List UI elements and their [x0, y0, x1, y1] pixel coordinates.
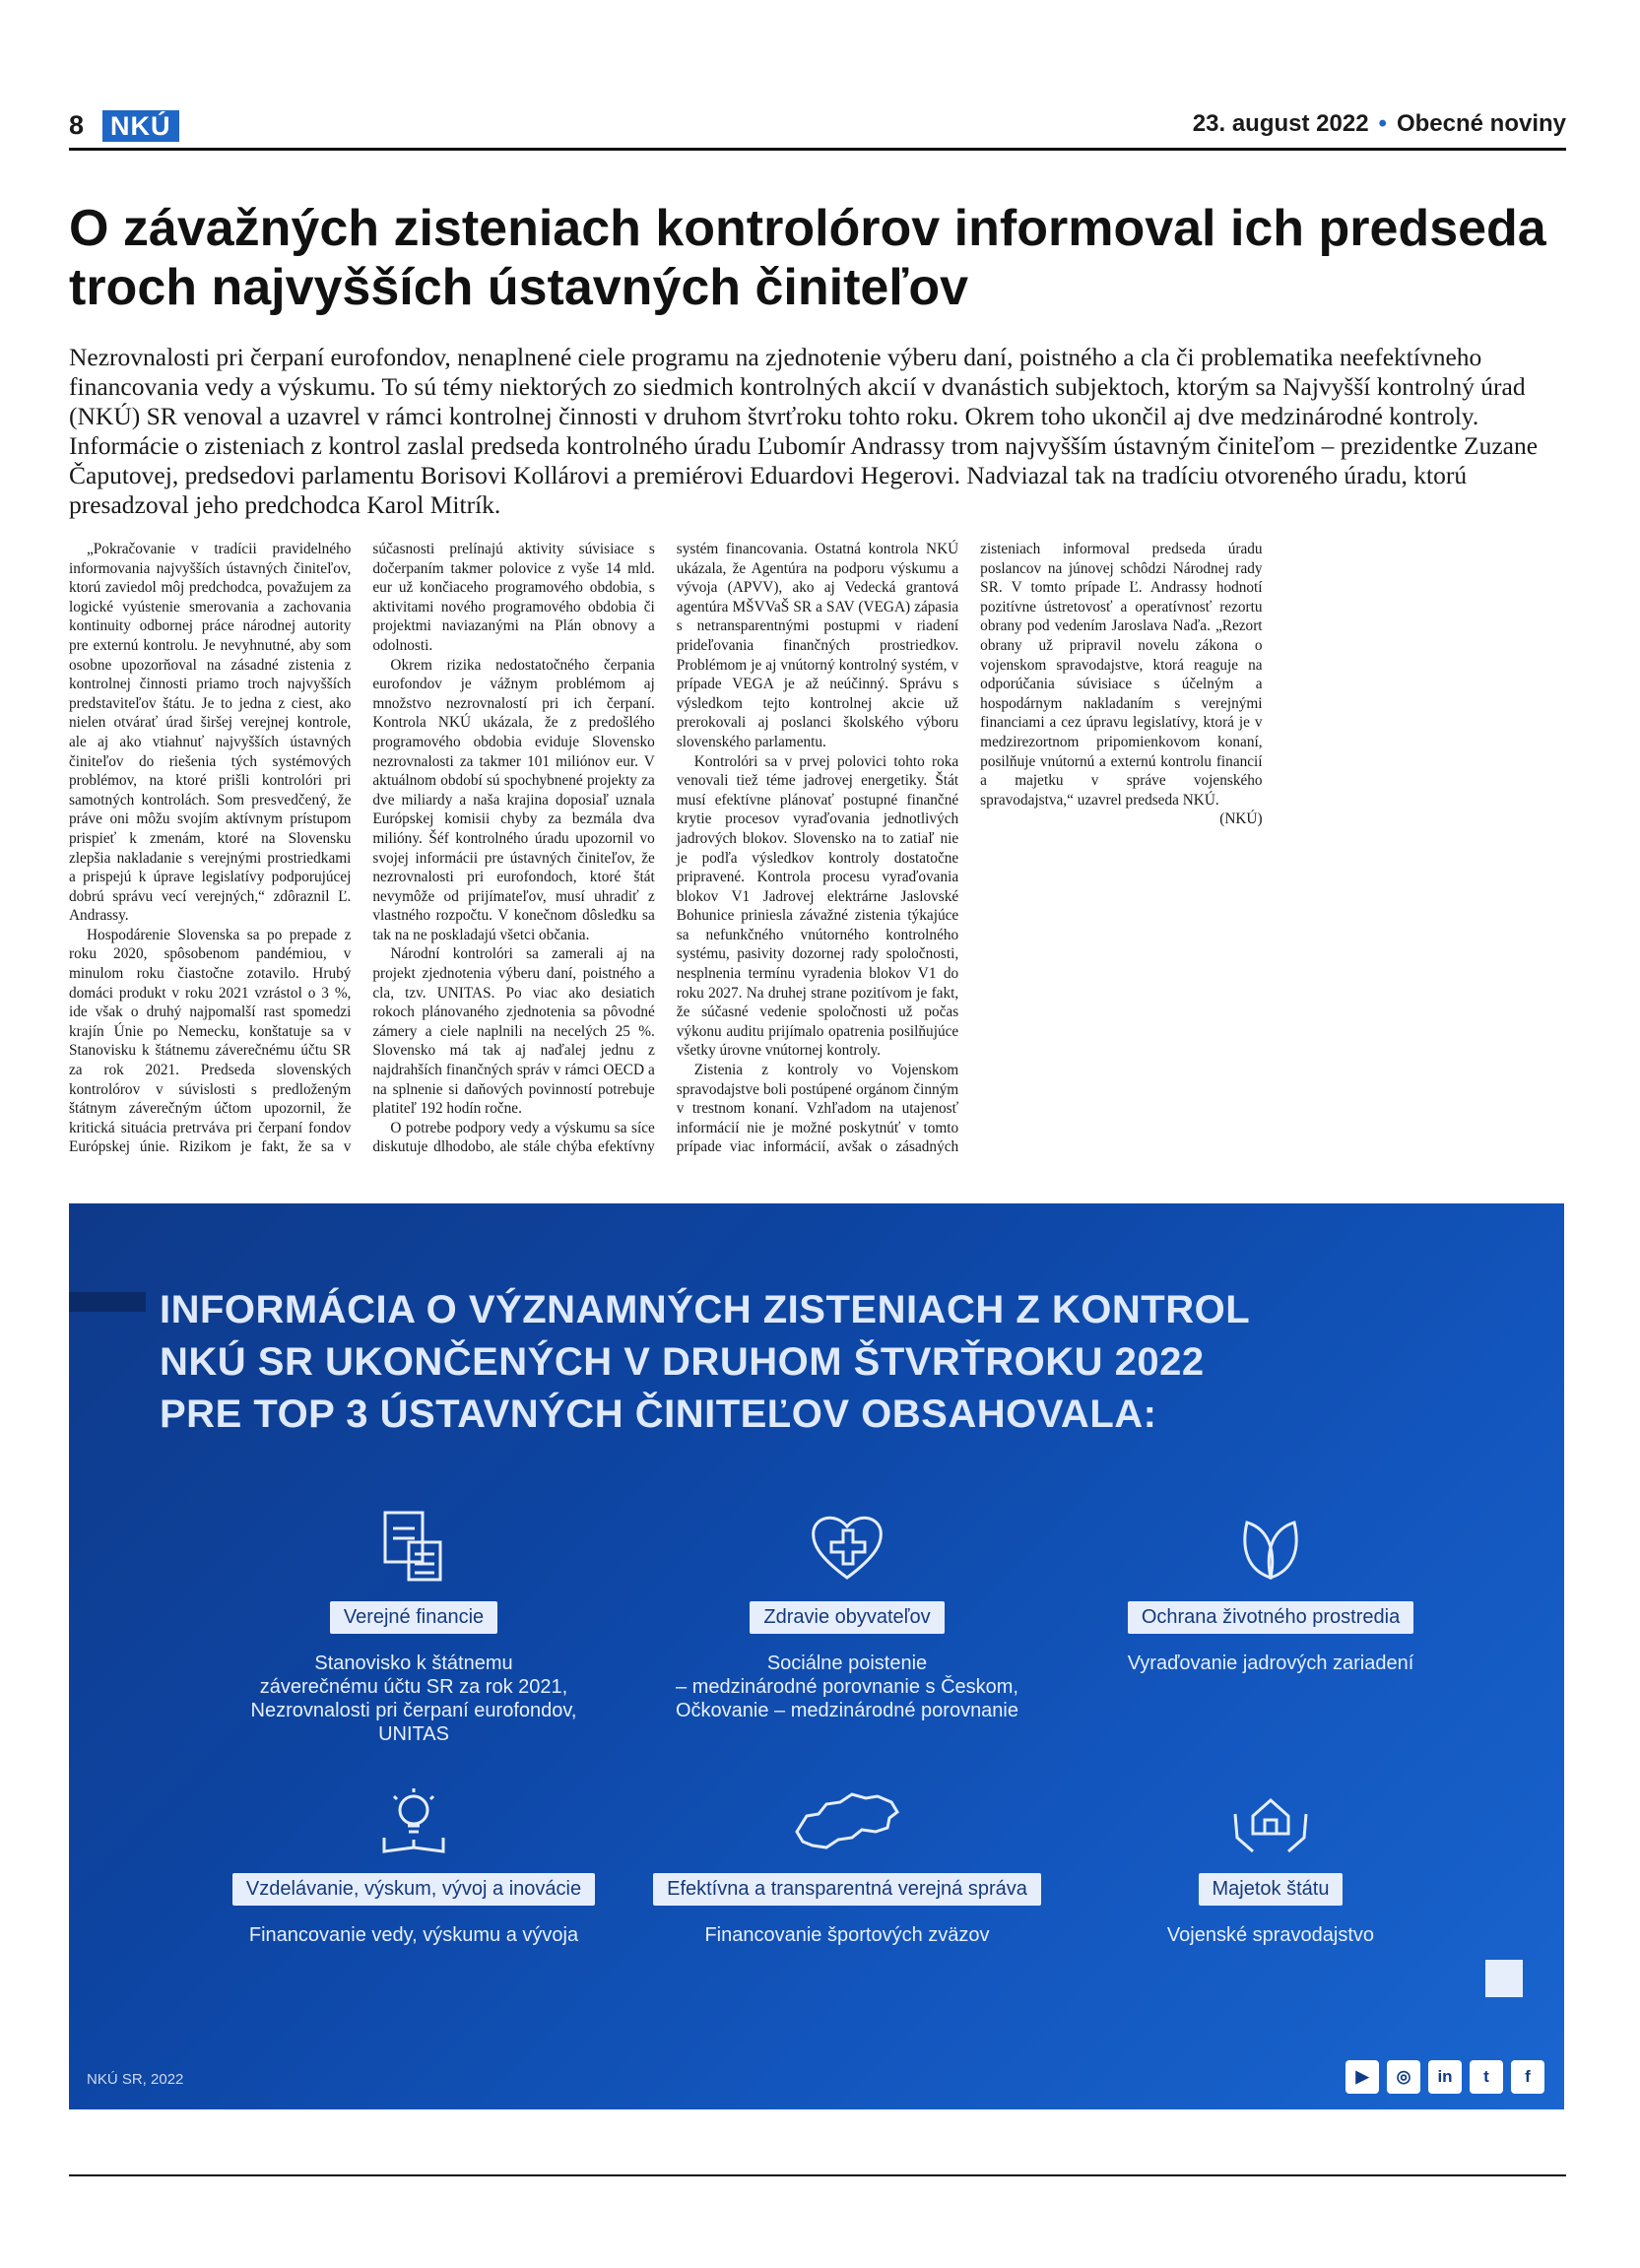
description-line: Vyraďovanie jadrových zariadení: [1127, 1652, 1414, 1674]
lightbulb-book-icon: [378, 1786, 449, 1855]
body-paragraph: Národní kontrolóri sa zamerali aj na projekt zjednotenia výberu daní, poistného a cla, tzv. UNITAS. Po viac ako desiatich rokoch plánovaného zjednotenia sa pôvodné zámery a ciele naplnili na necelých 25 %. Slovensko má tak aj naďalej jednu z najdrahších finančných správ v rámci OECD a na splnenie si daňových povinností potrebuje platiteľ 192 hodín ročne.: [372, 945, 655, 1118]
category-description: [1064, 1923, 1477, 1947]
body-paragraph: Okrem rizika nedostatočného čerpania eurofondov je vážnym problémom aj množstvo nezrovnalostí pri ich čerpaní. Kontrola NKÚ ukázala, že z predošlého programového obdobia eviduje Slovensko nezrovnalosti za takmer 101 miliónov eur. V aktuálnom období sú spochybnené projekty za dve miliardy a naša krajina doposiaľ uznala Európskej komisii chyby za bezmála dva milióny. Šéf kontrolného úradu upozornil vo svojej informácii pre ústavných činiteľov, že nezrovnalosti pri eurofondoch, ktoré štát nevymôže od prijímateľov, musí uhradiť z vlastného rozpočtu. V konečnom dôsledku sa tak na ne poskladajú všetci občania.: [372, 656, 655, 943]
facebook-icon: f: [1511, 2060, 1544, 2094]
description-line: Financovanie športových zväzov: [704, 1924, 990, 1946]
body-paragraph: „Pokračovanie v tradícii pravidelného informovania najvyšších ústavných činiteľov, ktorú zaviedol môj predchodca, považujem za logické vyústenie smerovania a zachovania kontinuity odbornej práce národnej autority pre externú kontrolu. Je nevyhnutné, aby som osobne upozorňoval na zásadné zistenia z kontrolnej činnosti priamo troch najvyšších predstaviteľov štátu. Je to jedna z ciest, ako nielen otvárať úrad širšej verejnej kontrole, ale aj ako vtiahnuť najvyšších ústavných činiteľov do riešenia tých systémových problémov, na ktoré prišli kontrolóri pri samotných kontrolách. Som presvedčený, že práve oni môžu svojím aktívnym prístupom prispieť k zmenám, ktoré na Slovensku zlepšia nakladanie s verejnými prostriedkami a prispejú k úprave legislatívy podporujúcej dobrú správu vecí verejných,“ zdôraznil Ľ. Andrassy.: [69, 541, 352, 925]
title-line: NKÚ SR UKONČENÝCH V DRUHOM ŠTVRŤROKU 2022: [160, 1340, 1205, 1384]
category-health: [640, 1509, 1054, 1722]
infographic-footer: NKÚ SR, 2022: [87, 2071, 184, 2088]
document-calculator-icon: [379, 1509, 448, 1584]
category-label: Zdravie obyvateľov: [750, 1601, 944, 1634]
infographic-title: [160, 1284, 1440, 1441]
title-line: PRE TOP 3 ÚSTAVNÝCH ČINITEĽOV OBSAHOVALA:: [160, 1393, 1157, 1436]
description-line: UNITAS: [378, 1723, 449, 1745]
separator-dot: •: [1378, 110, 1387, 137]
category-description: [207, 1652, 621, 1746]
category-state-property: [1064, 1786, 1477, 1947]
body-paragraph: Zistenia z kontroly vo Vojenskom spravodajstve boli postúpené orgánom činným v trestnom konaní. Vzhľadom na utajenosť informácií nie je možné poskytnúť v tomto prípade viac informácií, avšak o zásadných zisteniach informoval predseda úradu poslancov na júnovej schôdzi Národnej rady SR. V tomto prípade Ľ. Andrassy hodnotí pozitívne ústretovosť a operatívnosť rezortu obrany pod vedením Jaroslava Naďa. „Rezort obrany už pripravil novelu zákona o vojenskom spravodajstve, ktorá reaguje na odporúčania súvisiace s účelným a hospodárnym nakladaním s verejnými financiami a cez úpravu legislatívy, ktorá je v medzirezortnom pripomienkovom konaní, posilňuje vnútornú a externú kontrolu financií a majetku v správe vojenského spravodajstva,“ uzavrel predseda NKÚ.: [676, 541, 1263, 1156]
category-public-finance: [207, 1509, 621, 1746]
body-paragraph: O potrebe podpory vedy a výskumu sa síce diskutuje dlhodobo, ale stále chýba efektívny systém financovania. Ostatná kontrola NKÚ ukázala, že Agentúra na podporu výskumu a vývoja (APVV), ako aj Vedecká grantová agentúra MŠVVaŠ SR a SAV (VEGA) zápasia s netransparentnými postupmi v riadení prideľovania finančných prostriedkov. Problémom je aj vnútorný kontrolný systém, v prípade VEGA je až neúčinný. Správu s výsledkom tejto kontrolnej akcie už prerokovali aj poslanci školského výboru slovenského parlamentu.: [372, 541, 959, 1156]
body-paragraph: Hospodárenie Slovenska sa po prepade z roku 2020, spôsobenom pandémiou, v minulom roku čiastočne zotavilo. Hrubý domáci produkt v roku 2021 vzrástol o 3 %, ide však o druhý najpomalší rast spomedzi krajín Únie po Nemecku, konštatuje sa v Stanovisku k štátnemu záverečnému účtu SR za rok 2021. Predseda slovenských kontrolórov v súvislosti s predloženým štátnym záverečným účtom upozornil, že kritická situácia pretrváva pri čerpaní fondov Európskej únie. Rizikom je fakt, že sa v súčasnosti prelínajú aktivity súvisiace s dočerpaním takmer polovice z vyše 14 mld. eur už končiaceho programového obdobia, s aktivitami nového programového obdobia či projektmi naviazanými na Plán obnovy a odolnosti.: [69, 541, 655, 1156]
headline: O závažných zisteniach kontrolórov informoval ich predseda troch najvyšších ústavných činiteľov: [69, 200, 1546, 316]
infographic: [69, 1203, 1564, 2109]
instagram-icon: ◎: [1387, 2060, 1420, 2094]
body-paragraph: Kontrolóri sa v prvej polovici tohto roka venovali tiež téme jadrovej energetiky. Štát musí efektívne plánovať postupné finančné krytie procesov vyraďovania jednotlivých jadrových blokov. Slovensko na to zatiaľ nie je podľa výsledkov kontroly dostatočne pripravené. Kontrola procesu vyraďovania blokov V1 Jadrovej elektrárne Jaslovské Bohunice priniesla závažné zistenia týkajúce sa nefunkčného vnútorného kontrolného systému, pasivity dozornej rady spoločnosti, nesplnenia termínu vyradenia blokov V1 do roku 2027. Na druhej strane pozitívom je fakt, že súčasné vedenie spoločnosti už počas výkonu auditu prijímalo opatrenia posilňujúce všetky úrovne vnútornej kontroly.: [676, 752, 959, 1060]
leaves-icon: [1233, 1509, 1308, 1584]
slovakia-map-icon: [793, 1786, 901, 1855]
footer-rule: [69, 2174, 1566, 2176]
description-line: Stanovisko k štátnemu: [314, 1652, 513, 1674]
lead-paragraph: Nezrovnalosti pri čerpaní eurofondov, nenaplnené ciele programu na zjednotenie výberu daní, poistného a cla či problematika neefektívneho financovania vedy a výskumu. To sú témy niektorých zo siedmich kontrolných akcií v dvanástich subjektoch, ktorým sa Najvyšší kontrolný úrad (NKÚ) SR venoval a uzavrel v rámci kontrolnej činnosti v druhom štvrťroku tohto roku. Okrem toho ukončil aj dve medzinárodné kontroly. Informácie o zisteniach z kontrol zaslal predseda kontrolného úradu Ľubomír Andrassy trom najvyšším ústavným činiteľom – prezidentke Zuzane Čaputovej, predsedovi parlamentu Borisovi Kollárovi a premiérovi Eduardovi Hegerovi. Nadviazal tak na tradíciu otvoreného úradu, ktorú presadzoval jeho predchodca Karol Mitrík.: [69, 343, 1539, 519]
description-line: záverečnému účtu SR za rok 2021,: [259, 1676, 568, 1698]
publication-name: Obecné noviny: [1396, 110, 1566, 137]
title-accent-bar: [69, 1292, 146, 1312]
social-links: [1345, 2060, 1544, 2094]
article-body: [69, 540, 1566, 1170]
page-number: 8: [69, 110, 85, 140]
house-hands-icon: [1231, 1786, 1310, 1855]
article-signature: (NKÚ): [1219, 810, 1263, 828]
description-line: Nezrovnalosti pri čerpaní eurofondov,: [250, 1700, 577, 1721]
category-description: [640, 1652, 1054, 1722]
description-line: Očkovanie – medzinárodné porovnanie: [676, 1700, 1018, 1721]
description-line: – medzinárodné porovnanie s Českom,: [676, 1676, 1018, 1698]
description-line: Financovanie vedy, výskumu a vývoja: [248, 1924, 579, 1946]
title-line: INFORMÁCIA O VÝZNAMNÝCH ZISTENIACH Z KONTROL: [160, 1288, 1251, 1331]
category-description: [640, 1923, 1054, 1947]
page-header: [69, 106, 1566, 150]
nku-logo: NKÚ: [102, 110, 179, 142]
twitter-icon: t: [1470, 2060, 1503, 2094]
category-label: Majetok štátu: [1199, 1873, 1344, 1906]
youtube-icon: ▶: [1345, 2060, 1379, 2094]
linkedin-icon: in: [1428, 2060, 1462, 2094]
category-description: [207, 1923, 621, 1947]
issue-info: [1193, 110, 1566, 138]
decorative-square: [1485, 1960, 1523, 1997]
category-education: [207, 1786, 621, 1947]
issue-date: 23. august 2022: [1192, 110, 1369, 137]
heart-cross-icon: [808, 1509, 886, 1584]
category-description: [1064, 1652, 1477, 1675]
category-label: Verejné financie: [330, 1601, 497, 1634]
description-line: Vojenské spravodajstvo: [1166, 1924, 1375, 1946]
category-public-administration: [640, 1786, 1054, 1947]
category-label: Ochrana životného prostredia: [1128, 1601, 1413, 1634]
category-label: Efektívna a transparentná verejná správa: [653, 1873, 1041, 1906]
category-label: Vzdelávanie, výskum, vývoj a inovácie: [232, 1873, 595, 1906]
category-environment: [1064, 1509, 1477, 1675]
description-line: Sociálne poistenie: [766, 1652, 928, 1674]
header-rule: [69, 148, 1566, 151]
